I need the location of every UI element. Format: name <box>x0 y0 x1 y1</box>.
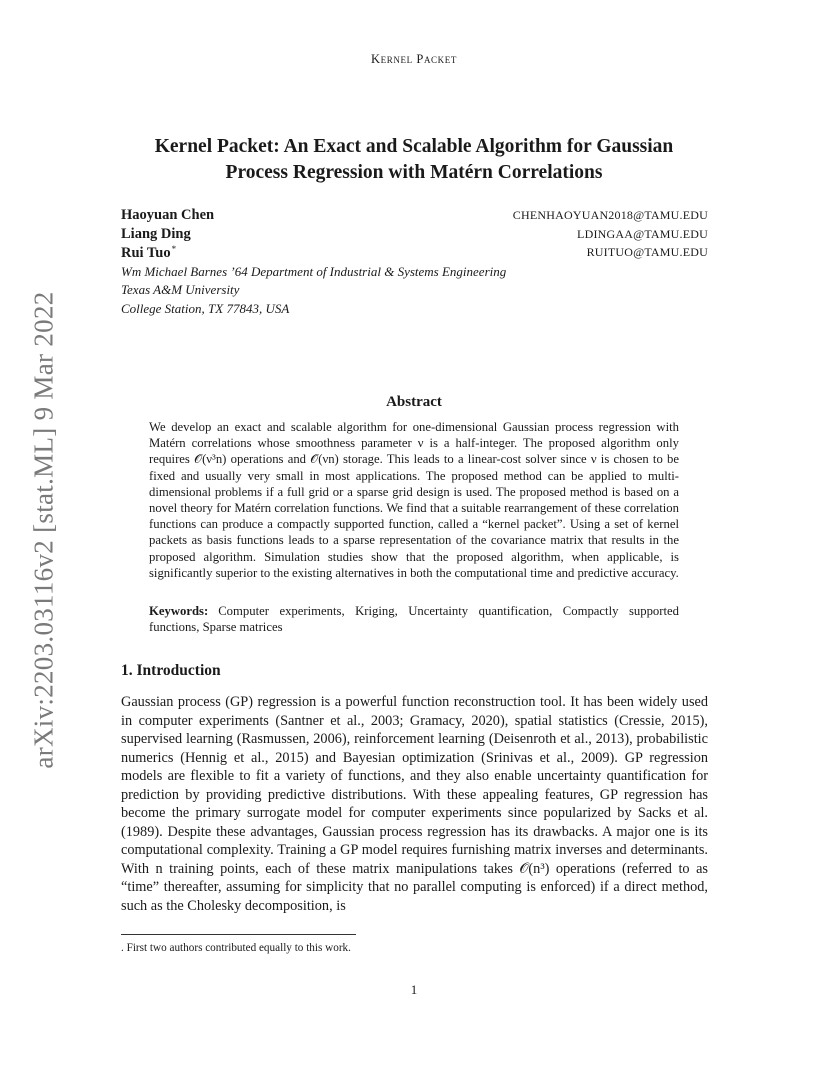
author-name <box>121 226 191 243</box>
keywords <box>149 603 679 635</box>
author-name-text: Liang Ding <box>121 225 191 242</box>
footnote: . First two authors contributed equally to this work. <box>121 942 351 954</box>
affiliation-line: Wm Michael Barnes ’64 Department of Industrial & Systems Engineering <box>121 263 507 279</box>
author-email[interactable]: CHENHAOYUAN2018@TAMU.EDU <box>512 208 708 222</box>
running-head: Kernel Packet <box>371 52 457 66</box>
author-name-text: Rui Tuo <box>121 245 171 261</box>
introduction-paragraph: Gaussian process (GP) regression is a powerful function reconstruction tool. It has been widely used in computer experiments (Santner et al., 2003; Gramacy, 2020), spatial statistics (Cressie, 2015), supervised learning (Rasmussen, 2006), reinforcement learning (Deisenroth et al., 2013), probabilistic numerics (Hennig et al., 2015) and Bayesian optimization (Srinivas et al., 2009). GP regression models are flexible to fit a variety of functions, and they also enable uncertainty quantification for prediction by providing predictive distributions. With these appealing features, GP regression has become the primary surrogate model for computer experiments since popularized by Sacks et al. (1989). Despite these advantages, Gaussian process regression has its drawbacks. A major one is its computational complexity. Training a GP model requires furnishing matrix inverses and determinants. With n training points, each of these matrix manipulations takes 𝒪(n³) operations (referred to as “time” thereafter, assuming for simplicity that no parallel computing is enforced) if a direct method, such as the Cholesky decomposition, is <box>121 694 708 914</box>
author-row <box>121 244 708 263</box>
author-name-text: Haoyuan Chen <box>121 207 215 223</box>
author-name <box>121 207 214 224</box>
section-heading: 1. Introduction <box>121 662 221 679</box>
affiliation-line: Texas A&M University <box>121 282 240 297</box>
page-number: 1 <box>410 982 418 997</box>
footnote-divider <box>121 934 356 935</box>
title-line-1: Kernel Packet: An Exact and Scalable Algorithm for Gaussian <box>154 136 674 157</box>
author-row <box>121 226 708 245</box>
author-email[interactable]: RUITUO@TAMU.EDU <box>586 245 708 259</box>
affiliation-line: College Station, TX 77843, USA <box>121 300 290 316</box>
keywords-text: Computer experiments, Kriging, Uncertainty quantification, Compactly supported functions, Sparse matrices <box>149 604 679 635</box>
abstract-heading: Abstract <box>386 394 442 410</box>
paper-title <box>120 134 708 186</box>
arxiv-identifier: arXiv:2203.03116v2 [stat.ML] 9 Mar 2022 <box>28 291 59 769</box>
author-name <box>121 244 176 262</box>
author-email[interactable]: LDINGAA@TAMU.EDU <box>577 226 708 241</box>
keywords-label: Keywords: <box>149 604 209 618</box>
abstract-text: We develop an exact and scalable algorithm for one-dimensional Gaussian process regression with Matérn correlations whose smoothness parameter ν is a half-integer. The proposed algorithm only requires 𝒪(ν³n) operations and 𝒪(νn) storage. This leads to a linear-cost solver since ν is chosen to be fixed and usually very small in most applications. The proposed method can be applied to multi-dimensional problems if a full grid or a sparse grid design is used. The proposed method is based on a novel theory for Matérn correlation functions. We find that a suitable rearrangement of these correlation functions can produce a compactly supported function, called a “kernel packet”. Using a set of kernel packets as basis functions leads to a sparse representation of the covariance matrix that results in the proposed algorithm. Simulation studies show that the proposed algorithm, when applicable, is significantly superior to the existing alternatives in both the computational time and predictive accuracy. <box>149 420 679 580</box>
title-line-2: Process Regression with Matérn Correlations <box>225 162 603 183</box>
author-block <box>121 207 708 318</box>
footnote-mark: * <box>171 244 177 254</box>
author-row <box>121 207 708 226</box>
